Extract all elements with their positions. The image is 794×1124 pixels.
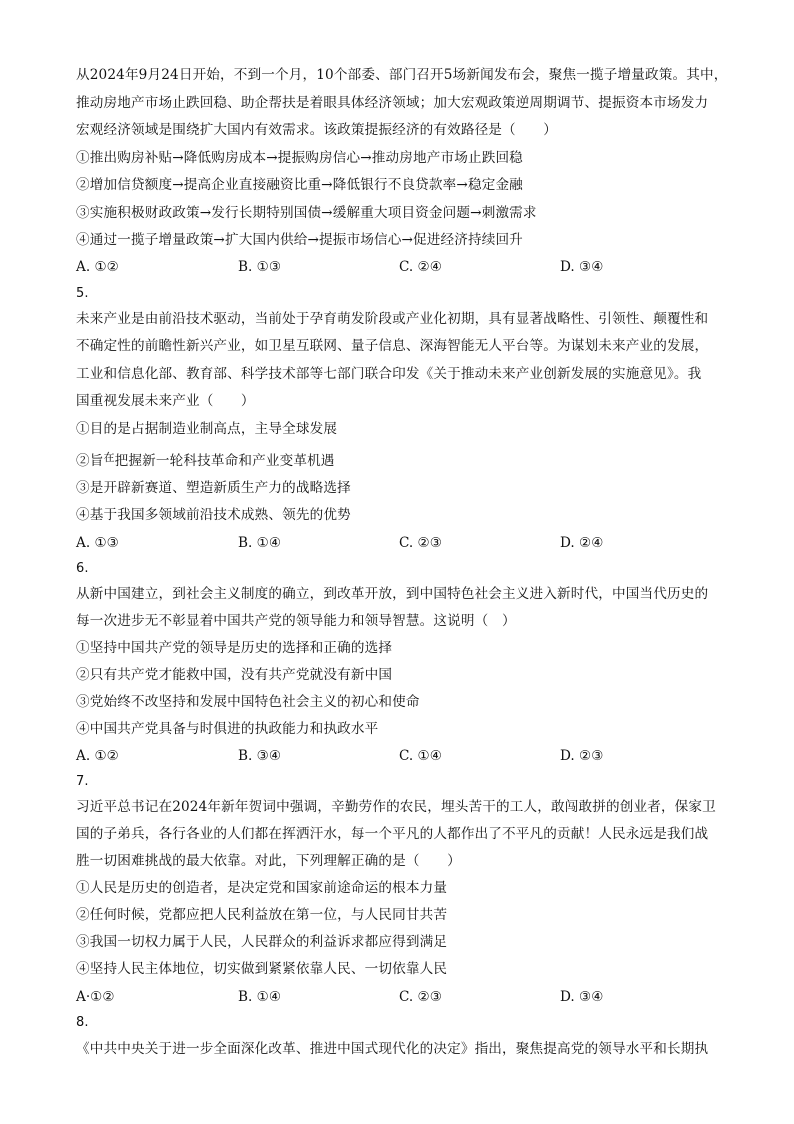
q7-option-c[interactable]: C. ②③ (399, 989, 442, 1005)
q7-options (76, 988, 726, 1006)
q5-item-1: ①目的是占据制造业制高点，主导全球发展 (76, 421, 338, 437)
q5-item-2-raised: 在 (103, 451, 115, 464)
q6-item-2: ②只有共产党才能救中国，没有共产党就没有新中国 (76, 667, 393, 683)
q5-item-2-prefix: ②旨 (76, 453, 104, 469)
q5-item-3: ③是开辟新赛道、塑造新质生产力的战略选择 (76, 480, 351, 496)
q5-option-c[interactable]: C. ②③ (399, 535, 442, 551)
q4-options (76, 258, 726, 276)
q5-option-a[interactable]: A. ①③ (76, 535, 119, 551)
q5-stem-line-2: 不确定性的前瞻性新兴产业，如卫星互联网、量子信息、深海智能无人平台等。为谋划未来产业的发展， (76, 338, 709, 354)
q7-option-a[interactable]: A·①② (76, 989, 115, 1005)
q7-option-d[interactable]: D. ③④ (560, 989, 604, 1005)
q7-item-1: ①人民是历史的创造者，是决定党和国家前途命运的根本力量 (76, 880, 448, 896)
q6-item-4: ④中国共产党具备与时俱进的执政能力和执政水平 (76, 721, 379, 737)
q6-item-1: ①坚持中国共产党的领导是历史的选择和正确的选择 (76, 640, 393, 656)
q5-options (76, 534, 726, 552)
q6-item-3: ③党始终不改坚持和发展中国特色社会主义的初心和使命 (76, 694, 420, 710)
q8-stem-line-1: 《中共中央关于进一步全面深化改革、推进中国式现代化的决定》指出，聚焦提高党的领导水平和长期执 (76, 1041, 709, 1057)
q4-option-a[interactable]: A. ①② (76, 259, 119, 275)
q6-number: 6. (76, 561, 89, 576)
q4-stem-line-3: 宏观经济领域是围绕扩大国内有效需求。该政策提振经济的有效路径是（ ） (76, 122, 558, 138)
q5-option-d[interactable]: D. ②④ (560, 535, 604, 551)
q7-number: 7. (76, 774, 89, 789)
q6-options (76, 747, 726, 765)
q5-stem-line-4: 国重视发展未来产业（ ） (76, 393, 255, 409)
q4-stem-line-1: 从2024年9月24日开始，不到一个月，10个部委、部门召开5场新闻发布会，聚焦一揽子增量政策。其中， (76, 67, 728, 83)
q7-stem-line-1: 习近平总书记在2024年新年贺词中强调，辛勤劳作的农民，埋头苦干的工人，敢闯敢拼的创业者，保家卫 (76, 799, 716, 815)
q4-option-d[interactable]: D. ③④ (560, 259, 604, 275)
q6-stem-line-1: 从新中国建立，到社会主义制度的确立，到改革开放，到中国特色社会主义进入新时代，中国当代历史的 (76, 586, 709, 602)
q6-option-c[interactable]: C. ①④ (399, 748, 442, 764)
q5-item-2-rest: 把握新一轮科技革命和产业变革机遇 (114, 453, 335, 469)
q7-item-4: ④坚持人民主体地位，切实做到紧紧依靠人民、一切依靠人民 (76, 961, 448, 977)
q4-item-2: ②增加信贷额度→提高企业直接融资比重→降低银行不良贷款率→稳定金融 (76, 177, 523, 193)
q4-item-4: ④通过一揽子增量政策→扩大国内供给→提振市场信心→促进经济持续回升 (76, 232, 523, 248)
q4-option-b[interactable]: B. ①③ (238, 259, 282, 275)
q5-option-b[interactable]: B. ①④ (238, 535, 282, 551)
q5-number: 5. (76, 286, 89, 301)
q4-stem-line-2: 推动房地产市场止跌回稳、助企帮扶是着眼具体经济领域；加大宏观政策逆周期调节、提振资本市场发力 (76, 95, 709, 111)
q5-item-2 (76, 452, 726, 471)
q6-stem-line-2: 每一次进步无不彰显着中国共产党的领导能力和领导智慧。这说明（ ） (76, 613, 516, 629)
q7-stem-line-2: 国的子弟兵，各行各业的人们都在挥洒汗水，每一个平凡的人都作出了不平凡的贡献！人民永远是我们战 (76, 826, 709, 842)
q6-option-b[interactable]: B. ③④ (238, 748, 282, 764)
q8-number: 8. (76, 1015, 89, 1030)
q4-item-1: ①推出购房补贴→降低购房成本→提振购房信心→推动房地产市场止跌回稳 (76, 150, 523, 166)
q7-item-2: ②任何时候，党都应把人民利益放在第一位，与人民同甘共苦 (76, 907, 448, 923)
q4-item-3: ③实施积极财政政策→发行长期特别国债→缓解重大项目资金问题→刺激需求 (76, 205, 537, 221)
q5-stem-line-1: 未来产业是由前沿技术驱动，当前处于孕育萌发阶段或产业化初期，具有显著战略性、引领性、颠覆性和 (76, 311, 709, 327)
q5-stem-line-3: 工业和信息化部、教育部、科学技术部等七部门联合印发《关于推动未来产业创新发展的实施意见》。我 (76, 366, 702, 382)
q7-stem-line-3: 胜一切困难挑战的最大依靠。对此，下列理解正确的是（ ） (76, 853, 461, 869)
q7-option-b[interactable]: B. ①④ (238, 989, 282, 1005)
q5-item-4: ④基于我国多领域前沿技术成熟、领先的优势 (76, 507, 351, 523)
q4-option-c[interactable]: C. ②④ (399, 259, 442, 275)
q6-option-d[interactable]: D. ②③ (560, 748, 604, 764)
q6-option-a[interactable]: A. ①② (76, 748, 119, 764)
q7-item-3: ③我国一切权力属于人民，人民群众的利益诉求都应得到满足 (76, 934, 448, 950)
